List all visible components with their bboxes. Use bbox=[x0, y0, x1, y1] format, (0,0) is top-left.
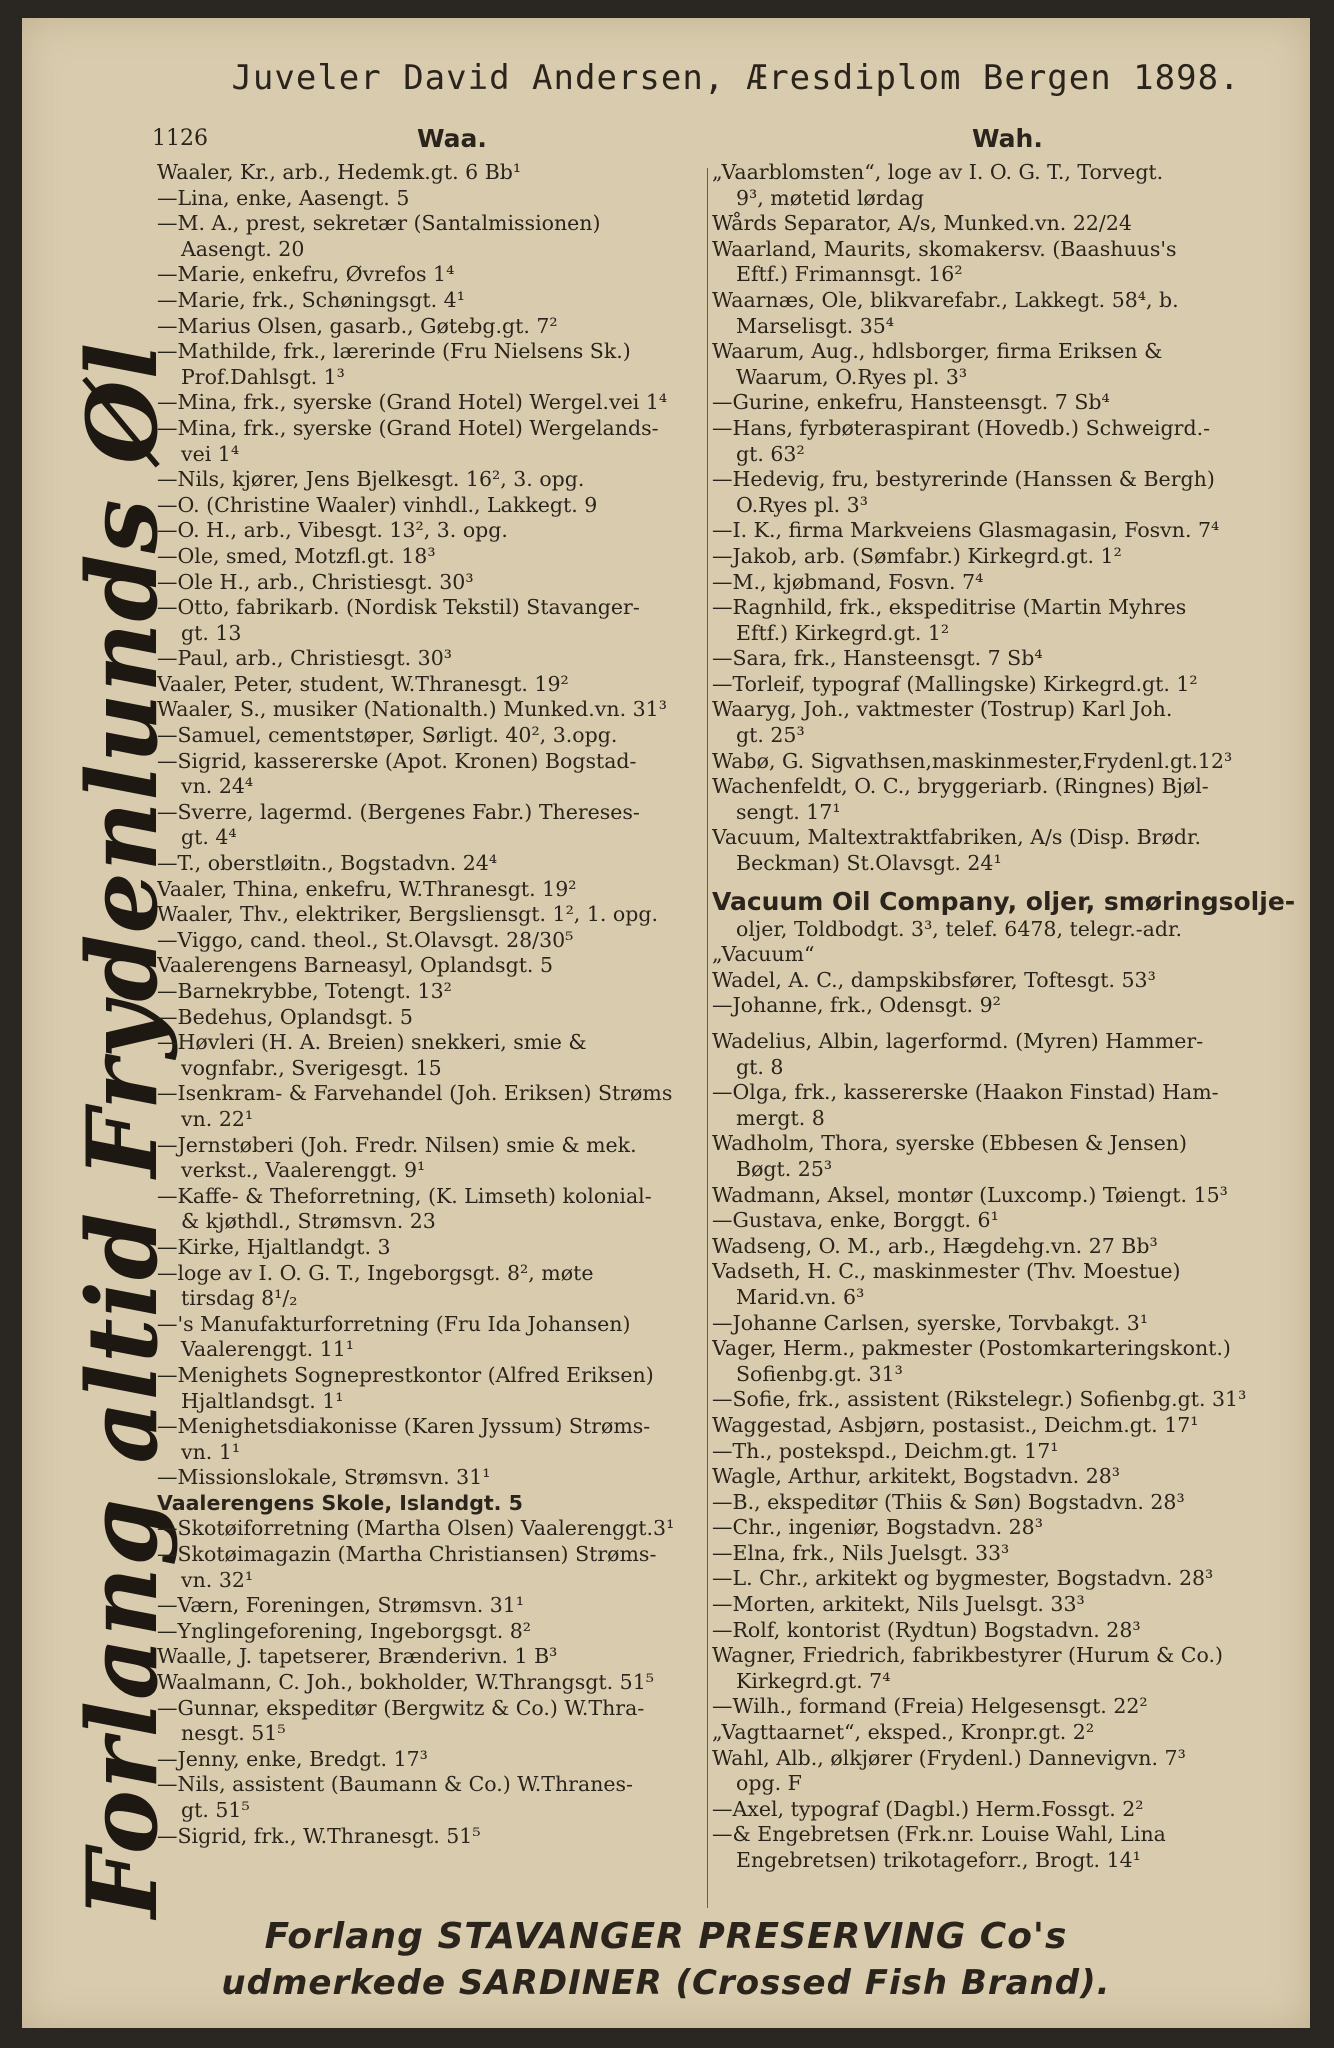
page-number: 1126 bbox=[152, 126, 208, 151]
directory-line: sengt. 17¹ bbox=[736, 799, 841, 824]
directory-line: Wagner, Friedrich, fabrikbestyrer (Hurum & Co.) bbox=[712, 1643, 1223, 1668]
directory-line: Waarum, Aug., hdlsborger, firma Eriksen & bbox=[712, 339, 1163, 364]
directory-line: Wadseng, O. M., arb., Hægdehg.vn. 27 Bb³ bbox=[712, 1233, 1158, 1258]
directory-line: Waaler, Thv., elektriker, Bergsliensgt. 1², 1. opg. bbox=[157, 902, 659, 927]
directory-line: —Samuel, cementstøper, Sørligt. 40², 3.opg. bbox=[157, 723, 618, 748]
directory-line: —Jenny, enke, Bredgt. 17³ bbox=[157, 1746, 428, 1771]
directory-line: gt. 4⁴ bbox=[181, 825, 237, 850]
directory-line: —L. Chr., arkitekt og bygmester, Bogstadvn. 28³ bbox=[712, 1566, 1214, 1591]
directory-line: —Olga, frk., kassererske (Haakon Finstad) Ham- bbox=[712, 1080, 1219, 1105]
directory-line: Aasengt. 20 bbox=[181, 236, 305, 261]
directory-line: vei 1⁴ bbox=[181, 441, 240, 466]
directory-line: —Høvleri (H. A. Breien) snekkeri, smie & bbox=[157, 1030, 587, 1055]
directory-line: Wadmann, Aksel, montør (Luxcomp.) Tøiengt. 15³ bbox=[712, 1182, 1228, 1207]
directory-line: —Marie, enkefru, Øvrefos 1⁴ bbox=[157, 262, 455, 287]
directory-line: —Gunnar, ekspeditør (Bergwitz & Co.) W.Thra- bbox=[157, 1695, 645, 1720]
directory-line: Marid.vn. 6³ bbox=[736, 1284, 865, 1309]
directory-line: —M., kjøbmand, Fosvn. 7⁴ bbox=[712, 569, 984, 594]
directory-line: —Wilh., formand (Freia) Helgesensgt. 22² bbox=[712, 1694, 1148, 1719]
directory-line: —Chr., ingeniør, Bogstadvn. 28³ bbox=[712, 1515, 1043, 1540]
directory-line: —Mathilde, frk., lærerinde (Fru Nielsens Sk.) bbox=[157, 339, 631, 364]
directory-line: —Ole, smed, Motzfl.gt. 18³ bbox=[157, 543, 436, 568]
directory-line: —Kaffe- & Theforretning, (K. Limseth) kolonial- bbox=[157, 1183, 652, 1208]
directory-line: —Lina, enke, Aasengt. 5 bbox=[157, 185, 410, 210]
directory-line: Waarum, O.Ryes pl. 3³ bbox=[736, 364, 968, 389]
directory-line: —Morten, arkitekt, Nils Juelsgt. 33³ bbox=[712, 1592, 1085, 1617]
directory-line: „Vaarblomsten“, loge av I. O. G. T., Torvegt. bbox=[712, 160, 1164, 184]
directory-line: Kirkegrd.gt. 7⁴ bbox=[736, 1668, 891, 1693]
directory-line: —& Engebretsen (Frk.nr. Louise Wahl, Lina bbox=[712, 1822, 1166, 1847]
directory-line: Wachenfeldt, O. C., bryggeriarb. (Ringnes) Bjøl- bbox=[712, 774, 1209, 799]
directory-line: „Vacuum“ bbox=[712, 942, 815, 967]
directory-line: —T., oberstløitn., Bogstadvn. 24⁴ bbox=[157, 851, 498, 876]
directory-line: Eftf.) Frimannsgt. 16² bbox=[736, 262, 963, 287]
directory-line: —Nils, kjører, Jens Bjelkesgt. 16², 3. opg. bbox=[157, 467, 585, 492]
directory-line: —Skotøiforretning (Martha Olsen) Vaalerenggt.3¹ bbox=[157, 1516, 675, 1541]
right-column bbox=[712, 160, 1297, 1874]
directory-line: —Missionslokale, Strømsvn. 31¹ bbox=[157, 1465, 491, 1490]
directory-line: —Sofie, frk., assistent (Rikstelegr.) Sofienbg.gt. 31³ bbox=[712, 1387, 1247, 1412]
footer-ad-line-2: udmerkede SARDINER (Crossed Fish Brand). bbox=[221, 1963, 1111, 2003]
directory-line: gt. 13 bbox=[181, 620, 242, 645]
directory-line: Waaler, Kr., arb., Hedemk.gt. 6 Bb¹ bbox=[157, 160, 522, 184]
directory-line: 9³, møtetid lørdag bbox=[736, 185, 925, 210]
directory-line: opg. F bbox=[736, 1771, 802, 1796]
vertical-advertisement: Forlang altid Frydenlunds Øl bbox=[66, 341, 179, 1918]
directory-line: Vager, Herm., pakmester (Postomkarteringskont.) bbox=[712, 1336, 1231, 1361]
directory-line: Marselisgt. 35⁴ bbox=[736, 313, 894, 338]
directory-line: —Rolf, kontorist (Rydtun) Bogstadvn. 28³ bbox=[712, 1617, 1141, 1642]
directory-line: —Paul, arb., Christiesgt. 30³ bbox=[157, 646, 452, 671]
directory-line: nesgt. 51⁵ bbox=[181, 1721, 286, 1746]
directory-line: —loge av I. O. G. T., Ingeborgsgt. 8², møte bbox=[157, 1260, 594, 1285]
directory-line: —Gustava, enke, Borggt. 6¹ bbox=[712, 1208, 999, 1233]
directory-line: —Ynglingeforening, Ingeborgsgt. 8² bbox=[157, 1618, 532, 1643]
directory-line: —Hedevig, fru, bestyrerinde (Hanssen & Bergh) bbox=[712, 467, 1215, 492]
directory-line: —Mina, frk., syerske (Grand Hotel) Wergelands- bbox=[157, 415, 659, 440]
directory-line: Vaalerenggt. 11¹ bbox=[181, 1337, 355, 1362]
directory-line: —Hans, fyrbøteraspirant (Hovedb.) Schweigrd.- bbox=[712, 415, 1211, 440]
directory-line: Vacuum Oil Company, oljer, smøringsolje- bbox=[712, 886, 1296, 916]
directory-line: Vacuum, Maltextraktfabriken, A/s (Disp. Brødr. bbox=[712, 825, 1202, 850]
directory-line: —'s Manufakturforretning (Fru Ida Johansen) bbox=[157, 1311, 631, 1336]
directory-line: —Ragnhild, frk., ekspeditrise (Martin Myhres bbox=[712, 595, 1187, 620]
directory-line: O.Ryes pl. 3³ bbox=[736, 492, 868, 517]
directory-line: —Sara, frk., Hansteensgt. 7 Sb⁴ bbox=[712, 646, 1043, 671]
directory-line: Engebretsen) trikotageforr., Brogt. 14¹ bbox=[736, 1848, 1141, 1872]
directory-line: Waggestad, Asbjørn, postasist., Deichm.gt. 17¹ bbox=[712, 1412, 1199, 1437]
directory-line: —Menighets Sogneprestkontor (Alfred Eriksen) bbox=[157, 1362, 654, 1387]
directory-line: & kjøthdl., Strømsvn. 23 bbox=[181, 1209, 436, 1234]
directory-line: verkst., Vaalerenggt. 9¹ bbox=[181, 1158, 426, 1183]
directory-line: —O. H., arb., Vibesgt. 13², 3. opg. bbox=[157, 518, 508, 543]
directory-line: Wahl, Alb., ølkjører (Frydenl.) Dannevigvn. 7³ bbox=[712, 1745, 1186, 1770]
directory-line: —I. K., firma Markveiens Glasmagasin, Fosvn. 7⁴ bbox=[712, 518, 1220, 543]
directory-line: Vaaler, Peter, student, W.Thranesgt. 19² bbox=[157, 671, 569, 696]
directory-line: vognfabr., Sverigesgt. 15 bbox=[181, 1055, 442, 1080]
directory-line: —Torleif, typograf (Mallingske) Kirkegrd.gt. 1² bbox=[712, 671, 1198, 696]
directory-line: Beckman) St.Olavsgt. 24¹ bbox=[736, 851, 1002, 876]
directory-line: Hjaltlandsgt. 1¹ bbox=[181, 1388, 344, 1413]
directory-line: Waaryg, Joh., vaktmester (Tostrup) Karl Joh. bbox=[712, 697, 1173, 722]
directory-line: Vadseth, H. C., maskinmester (Thv. Moestue) bbox=[712, 1259, 1181, 1284]
directory-line: vn. 1¹ bbox=[181, 1439, 241, 1464]
directory-line: Prof.Dahlsgt. 1³ bbox=[181, 364, 345, 389]
directory-line: oljer, Toldbodgt. 3³, telef. 6478, telegr.-adr. bbox=[736, 916, 1183, 941]
directory-line: gt. 63² bbox=[736, 441, 805, 466]
directory-line: Waaler, S., musiker (Nationalth.) Munked.vn. 31³ bbox=[157, 697, 667, 722]
directory-line: —Th., postekspd., Deichm.gt. 17¹ bbox=[712, 1438, 1059, 1463]
directory-line: —O. (Christine Waaler) vinhdl., Lakkegt. 9 bbox=[157, 492, 598, 517]
directory-line: Sofienbg.gt. 31³ bbox=[736, 1361, 903, 1386]
header-banner: Juveler David Andersen, Æresdiplom Bergen 1898. bbox=[231, 58, 1241, 98]
directory-line: vn. 32¹ bbox=[181, 1567, 254, 1592]
directory-line: Wadel, A. C., dampskibsfører, Toftesgt. 53³ bbox=[712, 967, 1156, 992]
directory-line: —Jakob, arb. (Sømfabr.) Kirkegrd.gt. 1² bbox=[712, 543, 1122, 568]
directory-line: —B., ekspeditør (Thiis & Søn) Bogstadvn. 28³ bbox=[712, 1489, 1185, 1514]
directory-line: —Viggo, cand. theol., St.Olavsgt. 28/30⁵ bbox=[157, 927, 574, 952]
directory-line: Vaalerengens Barneasyl, Oplandsgt. 5 bbox=[157, 953, 554, 978]
directory-line: —Isenkram- & Farvehandel (Joh. Eriksen) Strøms bbox=[157, 1081, 673, 1106]
directory-line: —Johanne Carlsen, syerske, Torvbakgt. 3¹ bbox=[712, 1310, 1149, 1335]
directory-line: gt. 51⁵ bbox=[181, 1798, 250, 1822]
directory-line: mergt. 8 bbox=[736, 1105, 825, 1130]
directory-line: —Ole H., arb., Christiesgt. 30³ bbox=[157, 569, 474, 594]
left-column bbox=[157, 160, 717, 1849]
directory-line: gt. 8 bbox=[736, 1054, 784, 1079]
directory-line: vn. 22¹ bbox=[181, 1106, 254, 1131]
directory-line: —Sigrid, frk., W.Thranesgt. 51⁵ bbox=[157, 1823, 481, 1848]
directory-line: Wadelius, Albin, lagerformd. (Myren) Hammer- bbox=[712, 1029, 1204, 1053]
directory-line: —Værn, Foreningen, Strømsvn. 31¹ bbox=[157, 1593, 525, 1618]
directory-line: —Nils, assistent (Baumann & Co.) W.Thranes- bbox=[157, 1772, 633, 1797]
directory-line: Vaaler, Thina, enkefru, W.Thranesgt. 19² bbox=[157, 876, 577, 901]
directory-line: Wagle, Arthur, arkitekt, Bogstadvn. 28³ bbox=[712, 1464, 1120, 1489]
directory-line: —Axel, typograf (Dagbl.) Herm.Fossgt. 2² bbox=[712, 1796, 1144, 1821]
keyword-right: Wah. bbox=[972, 124, 1043, 153]
directory-line: Bøgt. 25³ bbox=[736, 1156, 833, 1181]
directory-line: —Jernstøberi (Joh. Fredr. Nilsen) smie & mek. bbox=[157, 1132, 637, 1157]
directory-line: Wårds Separator, A/s, Munked.vn. 22/24 bbox=[712, 211, 1132, 236]
keyword-left: Waa. bbox=[417, 124, 487, 153]
directory-line: gt. 25³ bbox=[736, 723, 805, 748]
directory-line: —Skotøimagazin (Martha Christiansen) Strøms- bbox=[157, 1542, 657, 1567]
directory-line: —Marie, frk., Schøningsgt. 4¹ bbox=[157, 287, 465, 312]
footer-ad-line-1: Forlang STAVANGER PRESERVING Co's bbox=[264, 1916, 1068, 1957]
directory-line: —Barnekrybbe, Totengt. 13² bbox=[157, 979, 452, 1003]
directory-line: „Vagttaarnet“, eksped., Kronpr.gt. 2² bbox=[712, 1720, 1095, 1745]
directory-line: —M. A., prest, sekretær (Santalmissionen) bbox=[157, 211, 601, 236]
directory-line: —Kirke, Hjaltlandgt. 3 bbox=[157, 1234, 391, 1259]
directory-page bbox=[22, 18, 1310, 2028]
directory-line: Waalmann, C. Joh., bokholder, W.Thrangsgt. 51⁵ bbox=[157, 1670, 654, 1695]
directory-line: —Gurine, enkefru, Hansteensgt. 7 Sb⁴ bbox=[712, 390, 1110, 415]
directory-line: —Bedehus, Oplandsgt. 5 bbox=[157, 1004, 413, 1029]
directory-line: —Otto, fabrikarb. (Nordisk Tekstil) Stavanger- bbox=[157, 595, 640, 620]
directory-line: Eftf.) Kirkegrd.gt. 1² bbox=[736, 620, 950, 645]
directory-line: vn. 24⁴ bbox=[181, 774, 254, 799]
directory-line: —Sverre, lagermd. (Bergenes Fabr.) Thereses- bbox=[157, 799, 640, 824]
directory-line: Wadholm, Thora, syerske (Ebbesen & Jensen) bbox=[712, 1131, 1187, 1156]
directory-line: —Menighetsdiakonisse (Karen Jyssum) Strøms- bbox=[157, 1414, 651, 1439]
directory-line: —Marius Olsen, gasarb., Gøtebg.gt. 7² bbox=[157, 313, 558, 338]
directory-line: tirsdag 8¹/₂ bbox=[181, 1286, 298, 1311]
directory-line: Waalle, J. tapetserer, Brænderivn. 1 B³ bbox=[157, 1644, 558, 1669]
directory-line: Vaalerengens Skole, Islandgt. 5 bbox=[157, 1490, 523, 1515]
directory-line: —Sigrid, kassererske (Apot. Kronen) Bogstad- bbox=[157, 748, 637, 773]
directory-line: Waarland, Maurits, skomakersv. (Baashuus's bbox=[712, 236, 1177, 261]
directory-line: —Johanne, frk., Odensgt. 9² bbox=[712, 993, 1001, 1018]
directory-line: —Elna, frk., Nils Juelsgt. 33³ bbox=[712, 1540, 1010, 1565]
directory-line: Wabø, G. Sigvathsen,maskinmester,Frydenl.gt.12³ bbox=[712, 748, 1233, 773]
directory-line: —Mina, frk., syerske (Grand Hotel) Wergel.vei 1⁴ bbox=[157, 390, 668, 415]
directory-line: Waarnæs, Ole, blikvarefabr., Lakkegt. 58⁴, b. bbox=[712, 287, 1179, 312]
